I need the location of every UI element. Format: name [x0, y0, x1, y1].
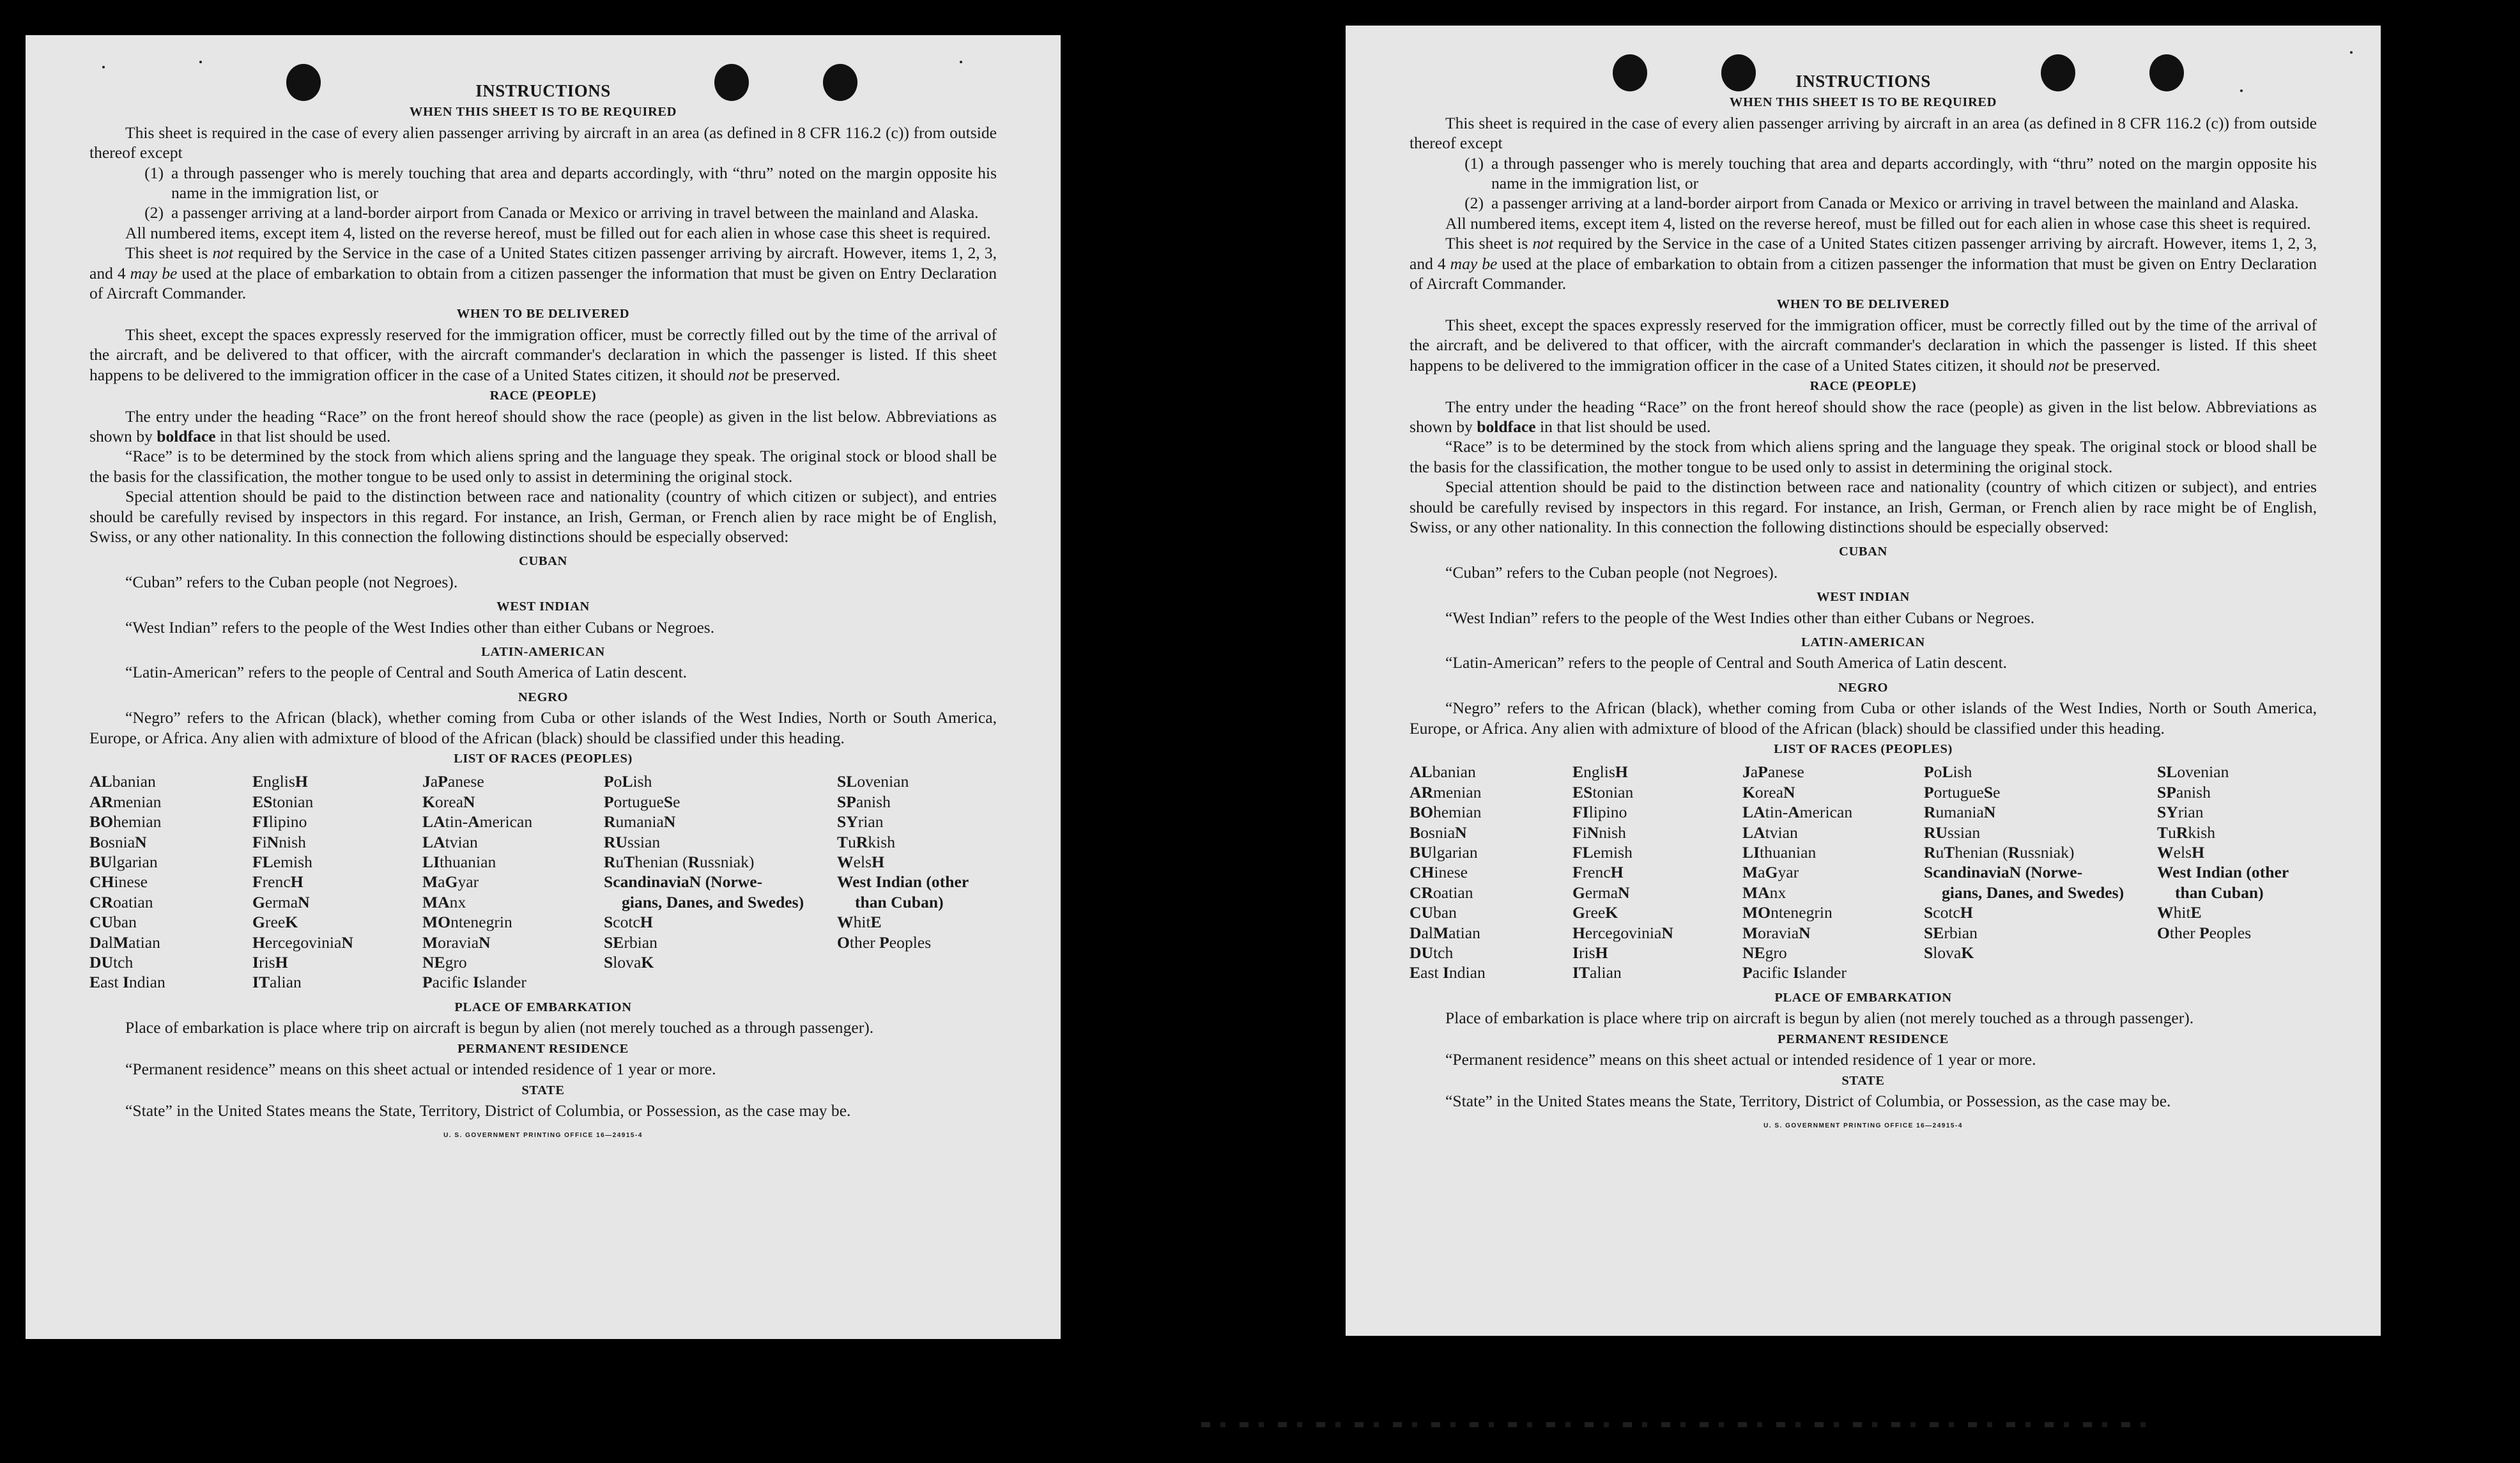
race-item: PoLish [604, 772, 652, 791]
section-heading: LIST OF RACES (PEOPLES) [454, 752, 633, 766]
printer-footer: U. S. GOVERNMENT PRINTING OFFICE 16—24915-4 [1763, 1122, 1963, 1130]
race-item: CUban [89, 913, 137, 932]
race-item: EStonian [252, 792, 314, 811]
punch-hole [286, 64, 321, 101]
paragraph: “Race” is to be determined by the stock from which aliens spring and the language they speak. The original stock or blood shall be the basis for the classification, the mother tongue to be used only to assist in determining the original stock. [1410, 437, 2317, 476]
section-heading: RACE (PEOPLE) [1809, 379, 1917, 394]
race-item: FiNnish [252, 832, 306, 851]
race-item: FLemish [1572, 843, 1633, 862]
paragraph: Place of embarkation is place where trip on aircraft is begun by alien (not merely touched as a through passenger). [1445, 1009, 2194, 1028]
section-heading: PLACE OF EMBARKATION [454, 1000, 632, 1014]
race-item: NEgro [1742, 943, 1787, 963]
paragraph: “Cuban” refers to the Cuban people (not Negroes). [125, 572, 458, 591]
race-item: RUssian [1924, 823, 1981, 842]
list-item: (1) a through passenger who is merely touching that area and departs accordingly, with “thru” noted on the margin opposite his name in the immigration list, or [1464, 153, 2317, 193]
section-heading: STATE [521, 1083, 565, 1097]
race-item: PortugueSe [1924, 782, 2001, 801]
race-item: RumaniaN [604, 812, 676, 832]
race-item: Pacific Islander [422, 973, 526, 992]
race-item: LAtvian [422, 832, 478, 851]
race-item: SYrian [2157, 803, 2204, 822]
race-item: BOhemian [89, 812, 162, 832]
punch-hole [823, 64, 857, 101]
race-item: CHinese [1410, 863, 1468, 882]
race-item: FrencH [1572, 863, 1624, 882]
race-item: CHinese [89, 872, 148, 892]
race-item: SPanish [837, 792, 891, 811]
race-item: LIthuanian [422, 853, 496, 872]
paragraph: “Permanent residence” means on this sheet actual or intended residence of 1 year or more. [125, 1060, 716, 1079]
paragraph: “Permanent residence” means on this sheet actual or intended residence of 1 year or more. [1445, 1050, 2036, 1069]
section-heading: WEST INDIAN [496, 600, 590, 614]
section-heading: CUBAN [1839, 545, 1887, 559]
race-item: ITalian [252, 973, 302, 992]
paragraph: “Negro” refers to the African (black), whether coming from Cuba or other islands of the West Indies, North or South America, Europe, or Africa. Any alien with admixture of blood of the African (black) should be classified under this heading. [1410, 699, 2317, 738]
paragraph: “West Indian” refers to the people of the West Indies other than either Cubans or Negroes. [1445, 608, 2035, 627]
race-item: MaGyar [1742, 863, 1799, 882]
race-item: ITalian [1572, 963, 1622, 982]
race-item: MAnx [422, 892, 466, 911]
section-heading: PLACE OF EMBARKATION [1774, 990, 1952, 1005]
section-heading: STATE [1841, 1073, 1885, 1088]
paragraph: “Latin-American” refers to the people of Central and South America of Latin descent. [125, 663, 688, 682]
race-item: RumaniaN [1924, 803, 1996, 822]
race-item: SLovenian [2157, 762, 2229, 782]
race-item: DUtch [89, 953, 134, 972]
race-item: EStonian [1572, 782, 1634, 801]
race-item: FIlipino [1572, 803, 1627, 822]
paragraph: Special attention should be paid to the distinction between race and nationality (country of which citizen or subject), and entries should be carefully revised by inspectors in this regard. For instance, an Irish, German, or French alien by race might be of English, Swiss, or any other nationality. In this connection the following distinctions should be especially observed: [89, 487, 997, 546]
scan-edge-noise [1201, 1422, 2160, 1427]
race-item: KoreaN [1742, 782, 1795, 801]
page-title: INSTRUCTIONS [475, 81, 611, 100]
paragraph: The entry under the heading “Race” on the front hereof should show the race (people) as given in the list below. Abbreviations as shown by boldface in that list should be used. [89, 406, 997, 445]
section-heading: PERMANENT RESIDENCE [457, 1041, 629, 1056]
section-heading: LATIN-AMERICAN [1801, 635, 1925, 649]
document-page-right [1346, 26, 2381, 1336]
race-item: LAtin-American [1742, 803, 1853, 822]
race-item: MoraviaN [422, 933, 491, 952]
race-item: LAtvian [1742, 823, 1798, 842]
race-item: WhitE [837, 913, 882, 932]
race-list: ALbanian ARmenian BOhemian BosniaN BUlgarian CHinese CRoatian CUban DalMatian DUtch East Indian EnglisH EStonian FIlipino FiNnish FLemish FrencH GermaN GreeK HercegoviniaN IrisH ITalian JaPanese KoreaN LAtin-American LAtvian LIthuanian MaGyar MAnx MOntenegrin MoraviaN NEgro Pacific Islander PoLish PortugueSe RumaniaN RUssian RuThenian (Russniak) ScandinaviaN (Norwe- gians, Danes, and Swedes) ScotcH SErbian SlovaK SLovenian SPanish SYrian TuRkish WelsH West Indian (other than Cuban) WhitE Other Peoples [1410, 762, 2317, 982]
race-item: ARmenian [1410, 782, 1482, 801]
punch-hole [1721, 54, 1756, 91]
paragraph: “West Indian” refers to the people of the West Indies other than either Cubans or Negroes. [125, 617, 715, 637]
section-heading: WHEN TO BE DELIVERED [456, 307, 630, 321]
race-item: KoreaN [422, 792, 475, 811]
punch-hole [2149, 54, 2184, 91]
paragraph: “Latin-American” refers to the people of Central and South America of Latin descent. [1445, 653, 2008, 672]
race-item: East Indian [89, 973, 165, 992]
race-item: ScotcH [604, 913, 653, 932]
race-item: DalMatian [1410, 923, 1480, 942]
race-item: SPanish [2157, 782, 2211, 801]
race-item: SLovenian [837, 772, 909, 791]
race-item: GermaN [1572, 883, 1630, 902]
race-item: TuRkish [2157, 823, 2216, 842]
section-heading: CUBAN [519, 554, 567, 569]
race-item: BosniaN [89, 832, 147, 851]
paragraph: The entry under the heading “Race” on the front hereof should show the race (people) as given in the list below. Abbreviations as shown by boldface in that list should be used. [1410, 397, 2317, 436]
race-item: BosniaN [1410, 823, 1467, 842]
instructions-text [89, 81, 997, 1146]
race-item: BUlgarian [1410, 843, 1478, 862]
race-item: ALbanian [1410, 762, 1476, 782]
race-item: RUssian [604, 832, 661, 851]
race-item: FrencH [252, 872, 303, 892]
section-heading: WEST INDIAN [1817, 590, 1910, 605]
paragraph: Special attention should be paid to the distinction between race and nationality (country of which citizen or subject), and entries should be carefully revised by inspectors in this regard. For instance, an Irish, German, or French alien by race might be of English, Swiss, or any other nationality. In this connection the following distinctions should be especially observed: [1410, 477, 2317, 536]
race-item: EnglisH [252, 772, 308, 791]
race-item: IrisH [252, 953, 288, 972]
race-item: GermaN [252, 892, 310, 911]
race-item: LAtin-American [422, 812, 533, 832]
paragraph: All numbered items, except item 4, listed on the reverse hereof, must be filled out for each alien in whose case this sheet is required. [125, 223, 991, 242]
paragraph: “Race” is to be determined by the stock from which aliens spring and the language they speak. The original stock or blood shall be the basis for the classification, the mother tongue to be used only to assist in determining the original stock. [89, 447, 997, 486]
race-item: NEgro [422, 953, 467, 972]
paragraph: This sheet is required in the case of every alien passenger arriving by aircraft in an area (as defined in 8 CFR 116.2 (c)) from outside thereof except [89, 123, 997, 162]
race-item: MOntenegrin [422, 913, 512, 932]
race-item: ALbanian [89, 772, 156, 791]
race-item: Other Peoples [837, 933, 932, 952]
race-item: PortugueSe [604, 792, 680, 811]
race-item: FIlipino [252, 812, 307, 832]
paragraph: This sheet is required in the case of every alien passenger arriving by aircraft in an area (as defined in 8 CFR 116.2 (c)) from outside thereof except [1410, 113, 2317, 153]
section-heading: LATIN-AMERICAN [481, 644, 605, 659]
race-item: CRoatian [89, 892, 153, 911]
race-item: GreeK [252, 913, 298, 932]
section-heading: LIST OF RACES (PEOPLES) [1774, 742, 1953, 756]
section-heading: WHEN THIS SHEET IS TO BE REQUIRED [409, 105, 677, 120]
race-item: DalMatian [89, 933, 160, 952]
section-heading: PERMANENT RESIDENCE [1778, 1032, 1949, 1046]
race-item: JaPanese [422, 772, 484, 791]
race-item: SlovaK [604, 953, 654, 972]
section-heading: NEGRO [518, 690, 569, 704]
race-item: SErbian [1924, 923, 1978, 942]
race-item: IrisH [1572, 943, 1608, 963]
paragraph: This sheet, except the spaces expressly reserved for the immigration officer, must be correctly filled out by the time of the arrival of the aircraft, and be delivered to that officer, with the aircraft commander's declaration in which the passenger is listed. If this sheet happens to be delivered to the immigration officer in the case of a United States citizen, it should not be preserved. [89, 325, 997, 384]
race-item: SYrian [837, 812, 884, 832]
race-item: DUtch [1410, 943, 1454, 963]
race-item: HercegoviniaN [252, 933, 353, 952]
race-item: HercegoviniaN [1572, 923, 1673, 942]
race-item: LIthuanian [1742, 843, 1817, 862]
punch-hole [714, 64, 749, 101]
printer-footer: U. S. GOVERNMENT PRINTING OFFICE 16—24915-4 [443, 1132, 643, 1140]
section-heading: WHEN TO BE DELIVERED [1776, 297, 1950, 312]
race-list: ALbanian ARmenian BOhemian BosniaN BUlgarian CHinese CRoatian CUban DalMatian DUtch East Indian EnglisH EStonian FIlipino FiNnish FLemish FrencH GermaN GreeK HercegoviniaN IrisH ITalian JaPanese KoreaN LAtin-American LAtvian LIthuanian MaGyar MAnx MOntenegrin MoraviaN NEgro Pacific Islander PoLish PortugueSe RumaniaN RUssian RuThenian (Russniak) ScandinaviaN (Norwe- gians, Danes, and Swedes) ScotcH SErbian SlovaK SLovenian SPanish SYrian TuRkish WelsH West Indian (other than Cuban) WhitE Other Peoples [89, 771, 997, 992]
list-item: (2) a passenger arriving at a land-border airport from Canada or Mexico or arriving in travel between the mainland and Alaska. [1464, 194, 2299, 213]
race-item: PoLish [1924, 762, 1972, 782]
race-item: SErbian [604, 933, 657, 952]
race-item: BOhemian [1410, 803, 1482, 822]
paragraph: All numbered items, except item 4, listed on the reverse hereof, must be filled out for each alien in whose case this sheet is required. [1445, 213, 2311, 233]
instructions-text [1410, 72, 2317, 1136]
paragraph: “Cuban” refers to the Cuban people (not Negroes). [1445, 562, 1778, 582]
race-item: EnglisH [1572, 762, 1628, 782]
race-item: FLemish [252, 853, 312, 872]
race-item: GreeK [1572, 903, 1618, 922]
race-item: FiNnish [1572, 823, 1626, 842]
race-item: RuThenian (Russniak) [1924, 843, 2075, 862]
race-item: CRoatian [1410, 883, 1473, 902]
race-item: WelsH [2157, 843, 2204, 862]
paragraph: “State” in the United States means the State, Territory, District of Columbia, or Possession, as the case may be. [1445, 1091, 2171, 1110]
paragraph: This sheet is not required by the Service in the case of a United States citizen passenger arriving by aircraft. However, items 1, 2, 3, and 4 may be used at the place of embarkation to obtain from a citizen passenger the information that must be given on Entry Declaration of Aircraft Commander. [89, 244, 997, 303]
section-heading: NEGRO [1838, 680, 1889, 695]
race-item: MaGyar [422, 872, 479, 892]
list-item: (1) a through passenger who is merely touching that area and departs accordingly, with “thru” noted on the margin opposite his name in the immigration list, or [144, 163, 997, 203]
race-item: MAnx [1742, 883, 1786, 902]
list-item: (2) a passenger arriving at a land-border airport from Canada or Mexico or arriving in travel between the mainland and Alaska. [144, 203, 979, 222]
race-item: ARmenian [89, 792, 162, 811]
punch-hole [2041, 54, 2075, 91]
race-item: TuRkish [837, 832, 896, 851]
race-item: MOntenegrin [1742, 903, 1832, 922]
race-item: SlovaK [1924, 943, 1974, 963]
paragraph: “State” in the United States means the State, Territory, District of Columbia, or Possession, as the case may be. [125, 1101, 851, 1120]
race-item: Other Peoples [2157, 923, 2252, 942]
page-title: INSTRUCTIONS [1795, 72, 1931, 91]
paragraph: This sheet, except the spaces expressly reserved for the immigration officer, must be correctly filled out by the time of the arrival of the aircraft, and be delivered to that officer, with the aircraft commander's declaration in which the passenger is listed. If this sheet happens to be delivered to the immigration officer in the case of a United States citizen, it should not be preserved. [1410, 315, 2317, 375]
race-item: CUban [1410, 903, 1457, 922]
race-item: JaPanese [1742, 762, 1804, 782]
race-item: BUlgarian [89, 853, 158, 872]
race-item: Pacific Islander [1742, 963, 1847, 982]
race-item: WhitE [2157, 903, 2202, 922]
section-heading: RACE (PEOPLE) [489, 389, 597, 403]
paragraph: “Negro” refers to the African (black), whether coming from Cuba or other islands of the West Indies, North or South America, Europe, or Africa. Any alien with admixture of blood of the African (black) should be classified under this heading. [89, 708, 997, 747]
race-item: MoraviaN [1742, 923, 1811, 942]
punch-hole [1613, 54, 1647, 91]
race-item: WelsH [837, 853, 884, 872]
race-item: RuThenian (Russniak) [604, 853, 755, 872]
document-page-left [26, 35, 1061, 1339]
section-heading: WHEN THIS SHEET IS TO BE REQUIRED [1729, 95, 1997, 110]
race-item: East Indian [1410, 963, 1486, 982]
race-item: ScotcH [1924, 903, 1973, 922]
paragraph: Place of embarkation is place where trip on aircraft is begun by alien (not merely touched as a through passenger). [125, 1018, 874, 1037]
paragraph: This sheet is not required by the Service in the case of a United States citizen passenger arriving by aircraft. However, items 1, 2, 3, and 4 may be used at the place of embarkation to obtain from a citizen passenger the information that must be given on Entry Declaration of Aircraft Commander. [1410, 234, 2317, 293]
